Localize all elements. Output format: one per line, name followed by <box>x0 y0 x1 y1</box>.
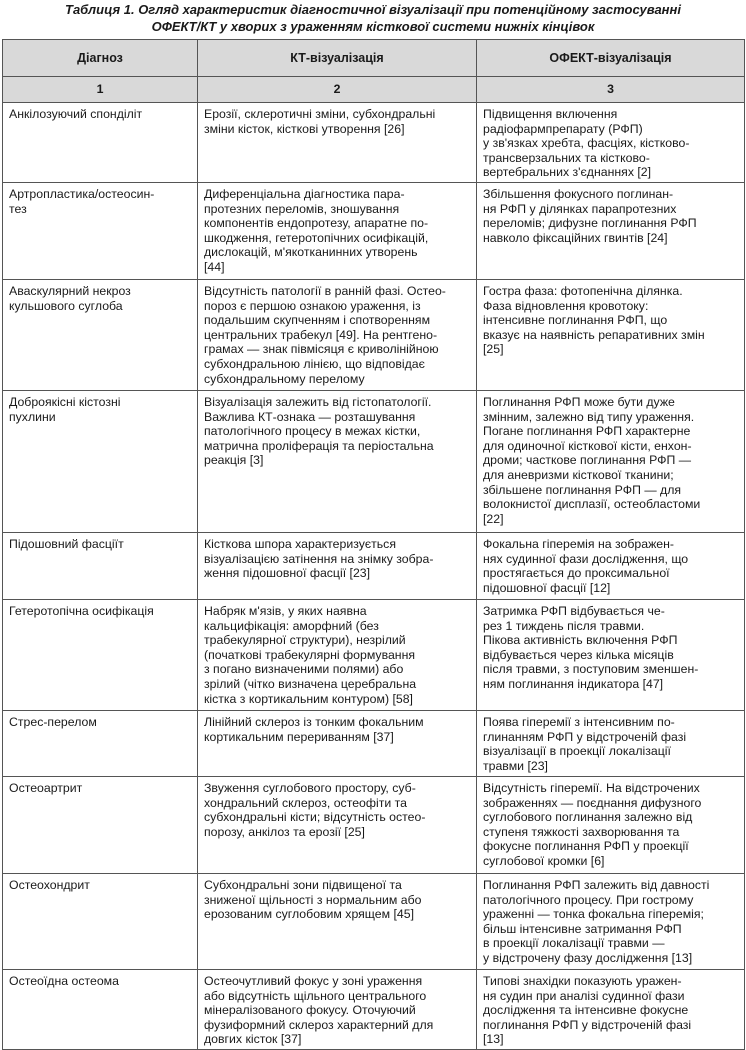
ct-cell: Кісткова шпора характеризується візуалізацією затінення на знімку зобра- ження підошовної фасції [23] <box>198 532 477 599</box>
ct-cell: Візуалізація залежить від гістопатології. Важлива КТ-ознака — розташування патологічного процесу в межах кістки, матрична проліферація та періостальна реакція [3] <box>198 390 477 532</box>
spect-cell: Гостра фаза: фотопенічна ділянка. Фаза відновлення кровотоку: інтенсивне поглинання РФП, що вказує на наявність репаративних змін [25] <box>477 279 745 390</box>
table-row <box>3 182 745 279</box>
column-number-2: 2 <box>198 77 477 103</box>
table-row <box>3 710 745 776</box>
spect-cell: Підвищення включення радіофармпрепарату (РФП) у зв'язках хребта, фасціях, кістково- трансверзальних та кістково- вертебральних з'єднаннях [2] <box>477 103 745 183</box>
table-row <box>3 599 745 710</box>
table-row <box>3 390 745 532</box>
column-number-1: 1 <box>3 77 198 103</box>
spect-cell: Фокальна гіперемія на зображен- нях судинної фази дослідження, що простягається до проксимальної підошовної фасції [12] <box>477 532 745 599</box>
diagnosis-cell: Анкілозуючий спонділіт <box>3 103 198 183</box>
spect-cell: Збільшення фокусного поглинан- ня РФП у ділянках парапротезних переломів; дифузне поглинання РФП навколо фіксаційних гвинтів [24] <box>477 182 745 279</box>
ct-cell: Ерозії, склеротичні зміни, субхондральні зміни кісток, кісткові утворення [26] <box>198 103 477 183</box>
header-spect: ОФЕКТ-візуалізація <box>477 40 745 77</box>
header-ct: КТ-візуалізація <box>198 40 477 77</box>
spect-cell: Поглинання РФП залежить від давності патологічного процесу. При гострому ураженні — тонка фокальна гіперемія; більш інтенсивне затримання РФП в проекції локалізації травми — у відстрочену фазу дослідження [13] <box>477 873 745 969</box>
ct-cell: Диференціальна діагностика пара- протезних переломів, зношування компонентів ендопротезу, апаратне по- шкодження, гетеротопічних осифікацій, дислокацій, м'якотканинних утворень [44] <box>198 182 477 279</box>
table-row <box>3 776 745 873</box>
table-caption <box>0 0 746 38</box>
ct-cell: Набряк м'язів, у яких наявна кальцифікація: аморфний (без трабекулярної структури), незрілий (початкові трабекулярні формування з погано визначеними полями) або зрілий (чітко визначена церебральна кістка з кортикальним контуром) [58] <box>198 599 477 710</box>
column-number-3: 3 <box>477 77 745 103</box>
caption-line-1: Таблиця 1. Огляд характеристик діагностичної візуалізації при потенційному застосуванні <box>65 2 681 17</box>
diagnostic-table <box>2 39 745 1050</box>
diagnosis-cell: Остеохондрит <box>3 873 198 969</box>
table-row <box>3 532 745 599</box>
table-row <box>3 103 745 183</box>
spect-cell: Відсутність гіперемії. На відстрочених зображеннях — поєднання дифузного суглобового поглинання залежно від ступеня тяжкості захворювання та фокусне поглинання РФП у проекції суглобової кромки [6] <box>477 776 745 873</box>
diagnosis-cell: Артропластика/остеосин- тез <box>3 182 198 279</box>
ct-cell: Остеочутливий фокус у зоні ураження або відсутність щільного центрального мінералізованого фокусу. Оточуючий фузиформний склероз характерний для довгих кісток [37] <box>198 969 477 1049</box>
diagnosis-cell: Остеоартрит <box>3 776 198 873</box>
diagnosis-cell: Остеоїдна остеома <box>3 969 198 1049</box>
spect-cell: Затримка РФП відбувається че- рез 1 тиждень після травми. Пікова активність включення РФП відбувається через кілька місяців після травми, з поступовим зменшен- ням поглинання індикатора [47] <box>477 599 745 710</box>
diagnosis-cell: Доброякісні кістозні пухлини <box>3 390 198 532</box>
caption-line-2: ОФЕКТ/КТ у хворих з ураженням кісткової системи нижніх кінцівок <box>151 19 595 34</box>
diagnosis-cell: Гетеротопічна осифікація <box>3 599 198 710</box>
table-row <box>3 279 745 390</box>
spect-cell: Поява гіперемії з інтенсивним по- глинанням РФП у відстроченій фазі візуалізації в проекції локалізації травми [23] <box>477 710 745 776</box>
ct-cell: Відсутність патології в ранній фазі. Остео- пороз є першою ознакою ураження, із подальшим скупченням і спотворенням центральних трабекул [49]. На рентгено- грамах — знак півмісяця є криволінійною субхондральною лінією, що відповідає субхондральному перелому <box>198 279 477 390</box>
table-header-row <box>3 40 745 77</box>
table-row <box>3 873 745 969</box>
column-number-row <box>3 77 745 103</box>
header-diagnosis: Діагноз <box>3 40 198 77</box>
spect-cell: Типові знахідки показують уражен- ня судин при аналізі судинної фази дослідження та інтенсивне фокусне поглинання РФП у відстроченій фазі [13] <box>477 969 745 1049</box>
table-row <box>3 969 745 1049</box>
ct-cell: Лінійний склероз із тонким фокальним кортикальним перериванням [37] <box>198 710 477 776</box>
ct-cell: Звуження суглобового простору, суб- хондральний склероз, остеофіти та субхондральні кісти; відсутність остео- порозу, анкілоз та ерозії [25] <box>198 776 477 873</box>
spect-cell: Поглинання РФП може бути дуже змінним, залежно від типу ураження. Погане поглинання РФП характерне для одиночної кісткової кісти, енхон- дроми; часткове поглинання РФП — для аневризми кісткової тканини; збільшене поглинання РФП — для волокнистої дисплазії, остеобластоми [22] <box>477 390 745 532</box>
diagnosis-cell: Аваскулярний некроз кульшового суглоба <box>3 279 198 390</box>
diagnosis-cell: Стрес-перелом <box>3 710 198 776</box>
ct-cell: Субхондральні зони підвищеної та зниженої щільності з нормальним або ерозованим суглобовим хрящем [45] <box>198 873 477 969</box>
diagnosis-cell: Підошовний фасціїт <box>3 532 198 599</box>
